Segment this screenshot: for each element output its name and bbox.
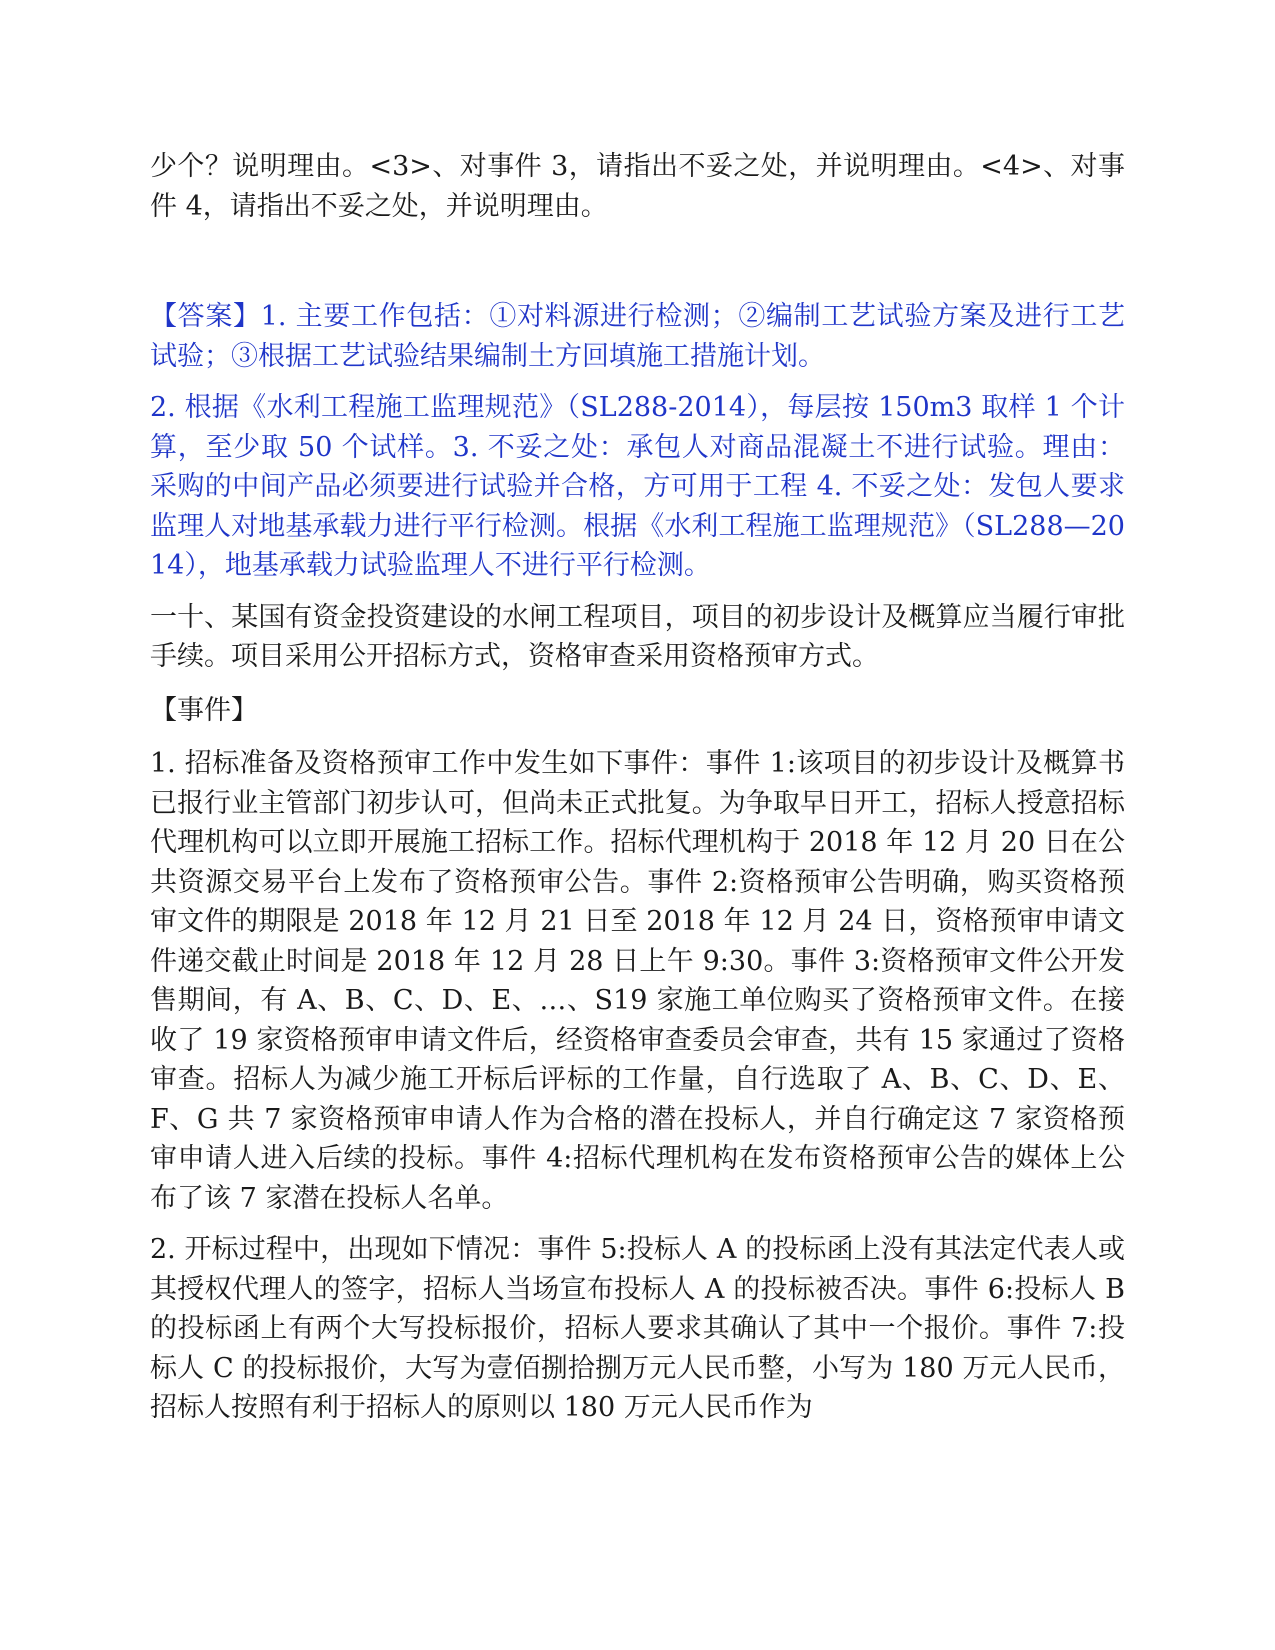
- question-tail-paragraph: 少个？说明理由。<3>、对事件 3，请指出不妥之处，并说明理由。<4>、对事件 4，请指出不妥之处，并说明理由。: [150, 151, 1125, 222]
- section-intro-paragraph: 一十、某国有资金投资建设的水闸工程项目，项目的初步设计及概算应当履行审批手续。项目采用公开招标方式，资格审查采用资格预审方式。: [150, 601, 1125, 672]
- document-page: [150, 147, 1125, 1428]
- events-paragraph-2: 2. 开标过程中，出现如下情况：事件 5:投标人 A 的投标函上没有其法定代表人或其授权代理人的签字，招标人当场宣布投标人 A 的投标被否决。事件 6:投标人 B 的投标函上有两个大写投标报价，招标人要求其确认了其中一个报价。事件 7:投标人 C 的投标报价，大写为壹佰捌拾捌万元人民币整，小写为 180 万元人民币，招标人按照有利于招标人的原则以 180 万元人民币作为: [150, 1234, 1125, 1423]
- events-heading: 【事件】: [150, 694, 258, 726]
- answer-paragraph-2: 2. 根据《水利工程施工监理规范》（SL288-2014），每层按 150m3 取样 1 个计算，至少取 50 个试样。3. 不妥之处：承包人对商品混凝土不进行试验。理由：采购的中间产品必须要进行试验并合格，方可用于工程 4. 不妥之处：发包人要求监理人对地基承载力进行平行检测。根据《水利工程施工监理规范》（SL288—2014），地基承载力试验监理人不进行平行检测。: [150, 392, 1125, 581]
- answer-paragraph-1: 【答案】1. 主要工作包括：①对料源进行检测；②编制工艺试验方案及进行工艺试验；③根据工艺试验结果编制土方回填施工措施计划。: [150, 301, 1125, 372]
- events-paragraph-1: 1. 招标准备及资格预审工作中发生如下事件：事件 1:该项目的初步设计及概算书已报行业主管部门初步认可，但尚未正式批复。为争取早日开工，招标人授意招标代理机构可以立即开展施工招标工作。招标代理机构于 2018 年 12 月 20 日在公共资源交易平台上发布了资格预审公告。事件 2:资格预审公告明确，购买资格预审文件的期限是 2018 年 12 月 21 日至 2018 年 12 月 24 日，资格预审申请文件递交截止时间是 2018 年 12 月 28 日上午 9:30。事件 3:资格预审文件公开发售期间，有 A、B、C、D、E、…、S19 家施工单位购买了资格预审文件。在接收了 19 家资格预审申请文件后，经资格审查委员会审查，共有 15 家通过了资格审查。招标人为减少施工开标后评标的工作量，自行选取了 A、B、C、D、E、F、G 共 7 家资格预审申请人作为合格的潜在投标人，并自行确定这 7 家资格预审申请人进入后续的投标。事件 4:招标代理机构在发布资格预审公告的媒体上公布了该 7 家潜在投标人名单。: [150, 748, 1125, 1214]
